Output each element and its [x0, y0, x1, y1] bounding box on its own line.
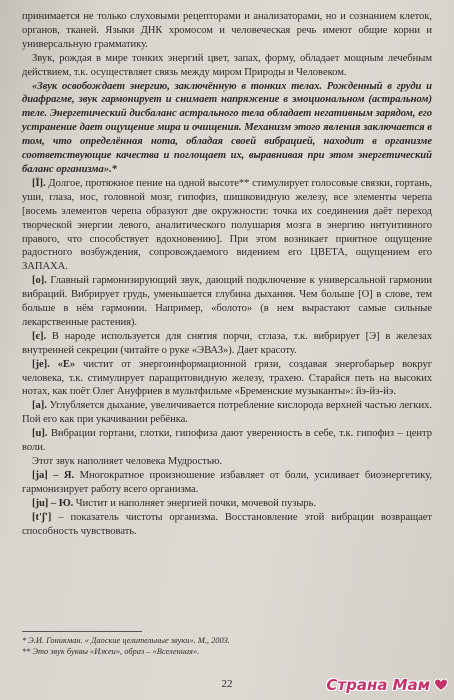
- paragraph-sound-a: [22, 399, 432, 427]
- paragraph-text: В народе используется для снятия порчи, сглаза, т.к. вибрирует [Э] в железах внутренней секреции (читайте о руке «ЭВАЗ»). Дает красоту.: [22, 330, 432, 356]
- paragraph-sound-ja: [22, 469, 432, 497]
- paragraph-text: чистит от энергоинформационной грязи, создавая энергобарьер вокруг человека, т.к. стимулирует паращитовидную железу, трахею. Старайся петь на высоких нотах, как поёт Олег Ануфриев в мультфильме «Бременские музыканты»: йэ-йэ-йэ.: [22, 358, 432, 398]
- paragraph-sound-ju: [22, 497, 432, 511]
- paragraph-text: Многократное произношение избавляет от боли, усиливает биоэнергетику, гармонизирует работу всего организма.: [22, 469, 432, 495]
- paragraph-text: Этот звук наполняет человека Мудростью.: [32, 456, 223, 467]
- footnote-1: * Э.И. Гоникман. « Даоские целительные звуки». М., 2003.: [22, 636, 230, 645]
- paragraph-text: Звук, рождая в мире тонких энергий цвет, запах, форму, обладает мощным лечебным действием, т.к. осуществляет связь между миром Природы и Человеком.: [22, 52, 432, 78]
- paragraph-text: Долгое, протяжное пение на одной высоте** стимулирует голосовые связки, гортань, уши, глаза, нос, головной мозг, гипофиз, шишковидную железу, все элементы черепа [восемь элементов черепа образуют две окружности: точка их соединения даёт переход творческой энергии левого, аналитического полушария мозга в энергию интуитивного правого, что способствует вдохновению]. При этом возникает приятное ощущение радостного возбуждения, сопровождаемого видением его ЦВЕТА, ощущением его ЗАПАХА.: [22, 177, 432, 273]
- sound-label: [u].: [32, 428, 48, 440]
- sound-label: [a].: [32, 400, 47, 412]
- paragraph-sound-e: [22, 330, 432, 358]
- paragraph-quote: [22, 80, 432, 177]
- footnotes: [22, 631, 322, 657]
- heart-icon: [434, 678, 448, 692]
- paragraph-text: принимается не только слуховыми рецепторами и анализаторами, но и сознанием клеток, органов, тканей. Языки ДНК хромосом и человеческая речь имеют общие корни и универсальную грамматику.: [22, 11, 432, 50]
- paragraph-sound-u: [22, 427, 432, 455]
- paragraph-sound-o: [22, 274, 432, 330]
- paragraph-text: – показатель чистоты организма. Восстановление этой вибрации возвращает способность чувствовать.: [22, 511, 432, 537]
- watermark-logo: [326, 676, 448, 694]
- paragraph-text: Главный гармонизирующий звук, дающий подключение к универсальной гармонии вибраций. Вибрирует грудь, уменьшается глубина дыхания. Чем больше [О] в слове, тем больше в нём гармонии. Например, «болото» (в нем вырастают самые сильные лекарственные растения).: [22, 275, 432, 328]
- sound-label: [ju] – Ю.: [32, 497, 74, 509]
- sound-label: [t'ʃ']: [32, 511, 52, 523]
- paragraph-text: Вибрации гортани, глотки, гипофиза дают уверенность в себе, т.к. гипофиз – центр воли.: [22, 428, 432, 454]
- body-text: [22, 10, 432, 538]
- paragraph-text: Чистит и наполняет энергией почки, мочевой пузырь.: [73, 497, 317, 509]
- quote-text: «Звук освобождает энергию, заключённую в тонких телах. Рожденный в груди и диафрагме, звук гармонирует и снимает напряжение в эмоциональном (астральном) теле. Энергетический дисбаланс астрального тела обладает негативным зарядом, его устранение дает ощущение мира и очищения. Механизм этого явления заключается в том, что определённая нота, обладая своей вибрацией, находит в организме соответствующие качества и поглощает их, выравнивая при этом энергетический баланс организма».*: [22, 80, 432, 175]
- paragraph-sound-je: [22, 358, 432, 400]
- paragraph-sound-i: [22, 177, 432, 274]
- paragraph-sound-intro: [22, 52, 432, 80]
- paragraph-sound-tsh: [22, 511, 432, 539]
- paragraph-wisdom: [22, 455, 432, 469]
- sound-label: [o].: [32, 275, 47, 287]
- page-number: 22: [221, 678, 233, 690]
- sound-label: [Ī].: [32, 177, 46, 189]
- sound-label: [є].: [32, 330, 47, 342]
- paragraph-text: Углубляется дыхание, увеличивается потребление кислорода верхней частью легких. Пой его как при укачивании ребёнка.: [22, 400, 432, 426]
- footnote-2: ** Это звук буквы «Ижеи», образ – «Вселенная».: [22, 647, 200, 656]
- sound-label: [ja] – Я.: [32, 469, 75, 481]
- watermark-text: Страна Мам: [326, 676, 430, 694]
- sound-label: [je]. «Е»: [32, 358, 76, 370]
- paragraph-continuation: [22, 10, 432, 52]
- footnote-divider: [22, 631, 142, 632]
